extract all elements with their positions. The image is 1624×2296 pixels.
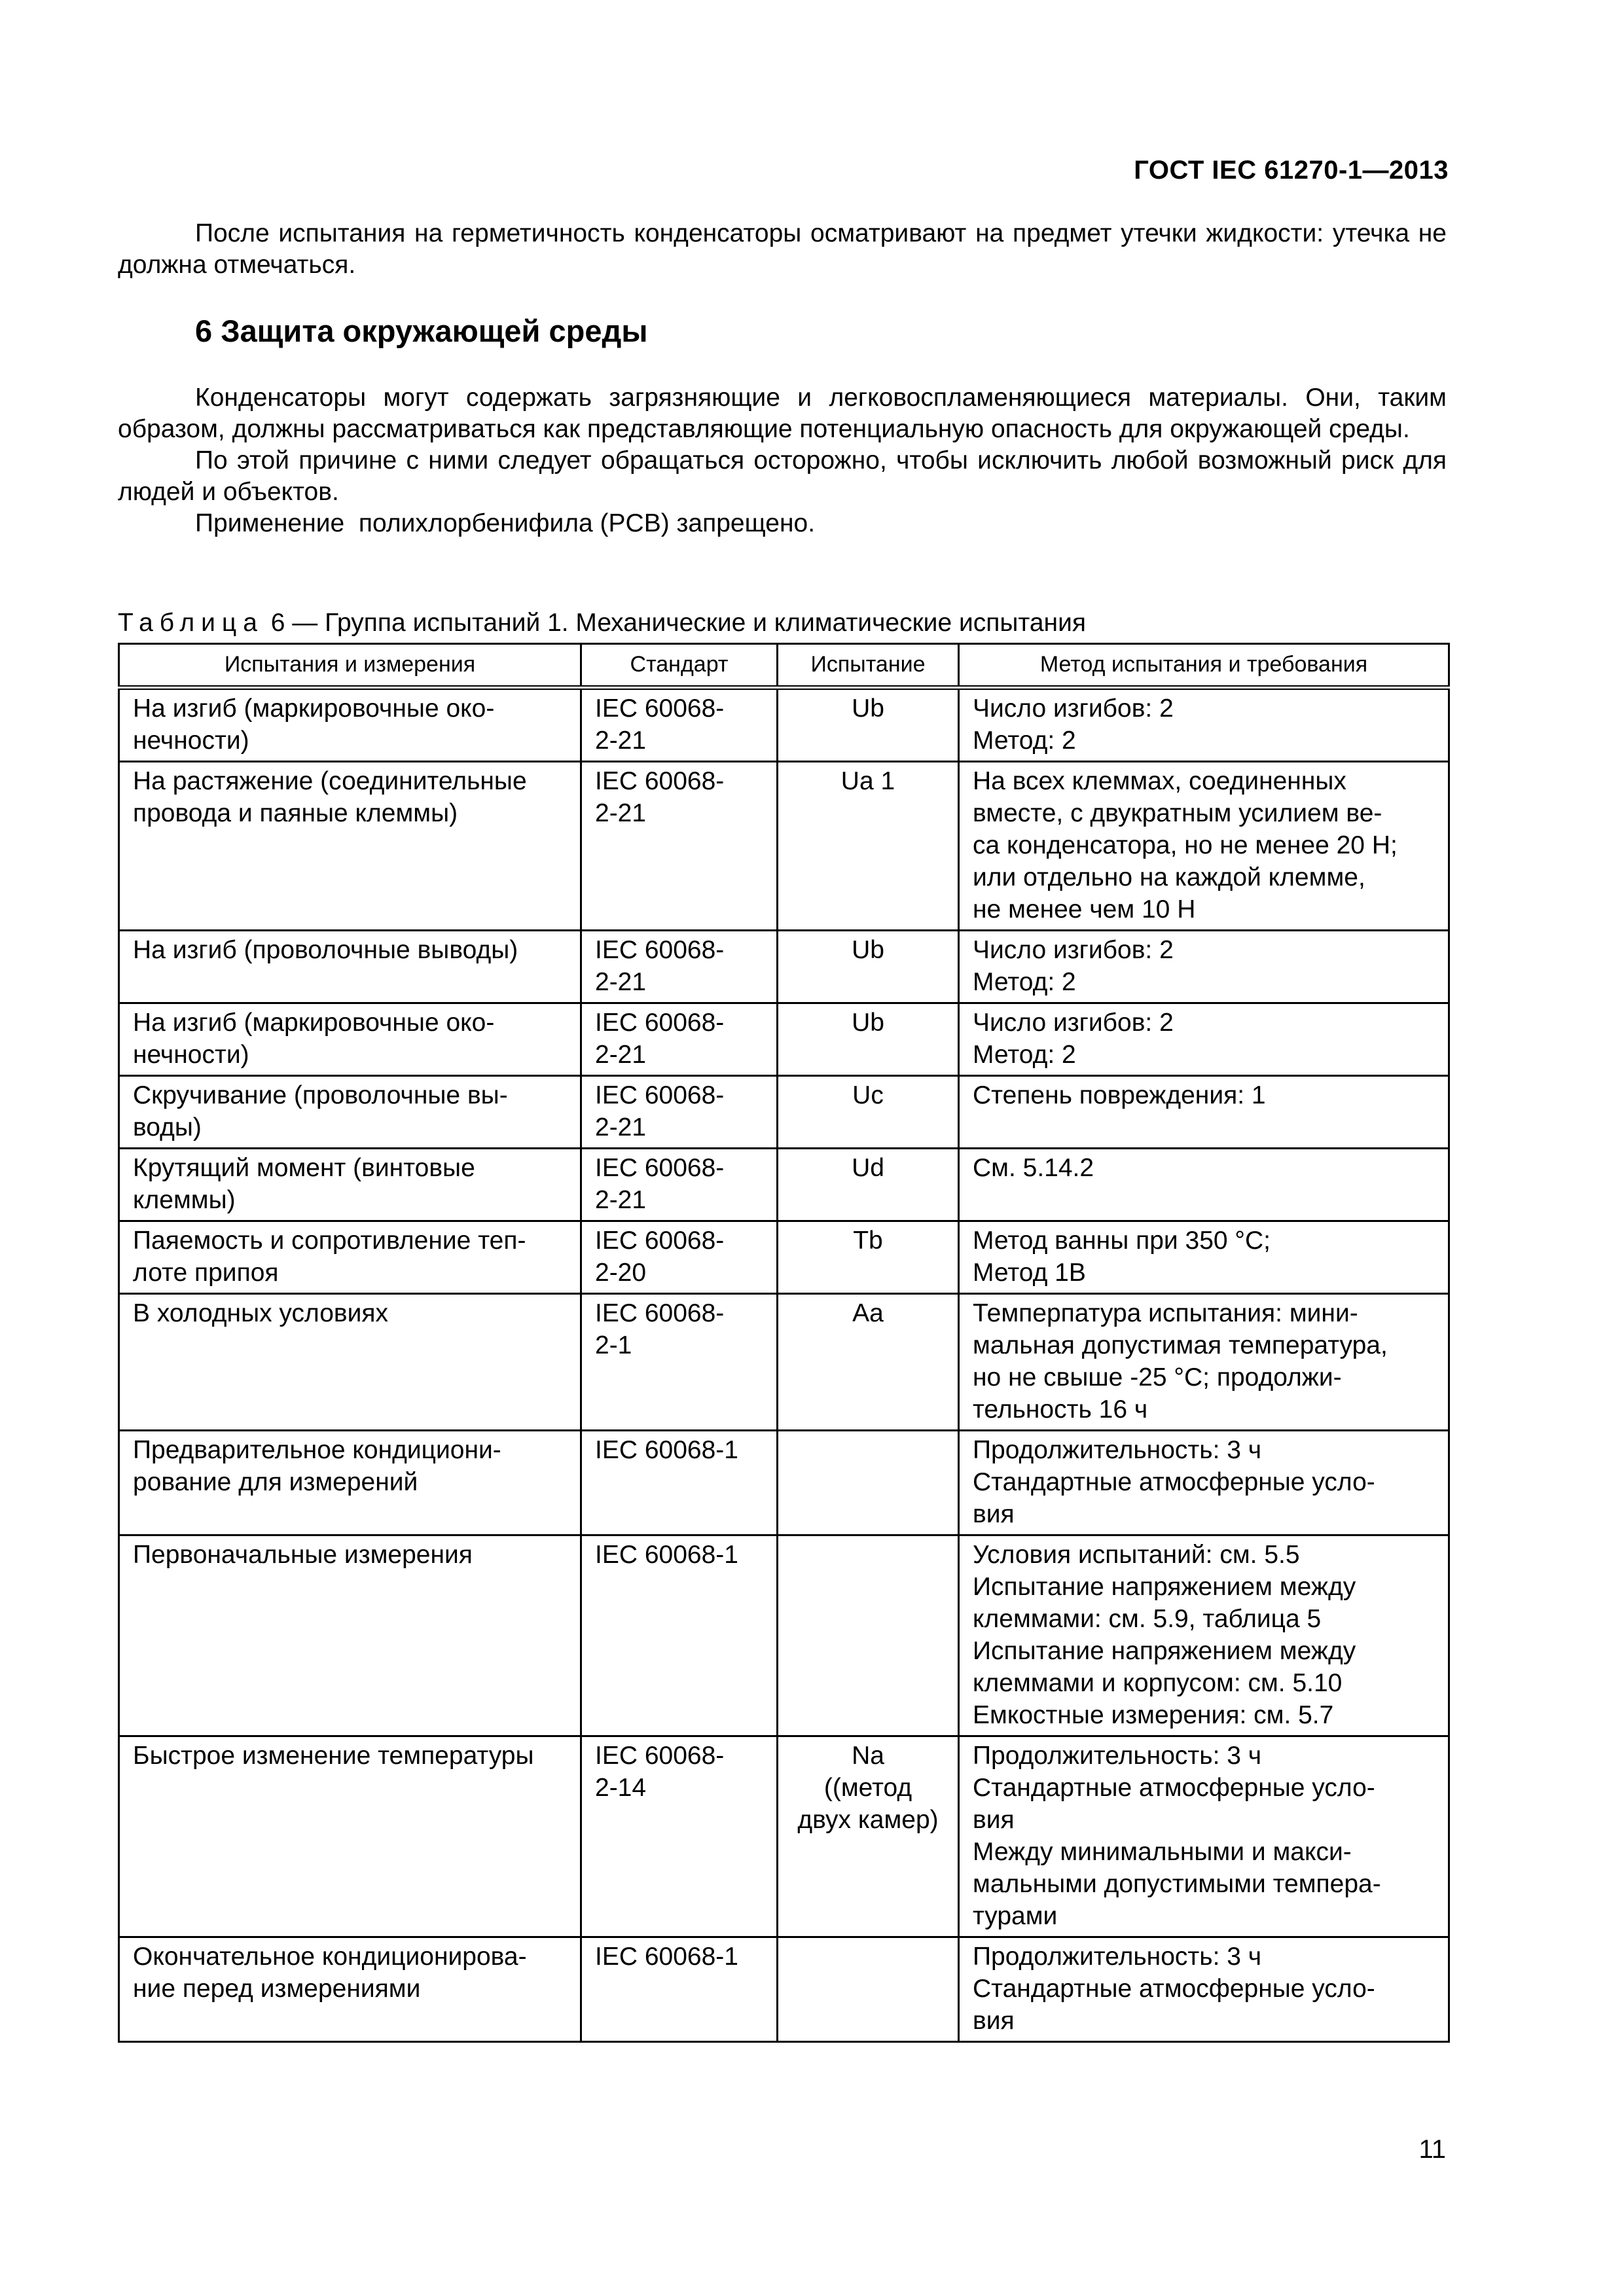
section-paragraph: Конденсаторы могут содержать загрязняющие и легковоспламеняющиеся материалы. Они, таким образом, должны рассматриваться как представляющие потенциальную опасность для окружающей среды. (118, 384, 1447, 443)
cell-line: Испытание напряжением между (973, 1637, 1356, 1665)
cell-test (119, 1149, 581, 1221)
cell-line: Aa (852, 1299, 884, 1327)
cell-method (959, 1535, 1449, 1736)
cell-line: Na (852, 1742, 884, 1770)
cell-test (119, 1736, 581, 1937)
cell-line: Продолжительность: 3 ч (973, 1742, 1262, 1770)
document-code: ГОСТ IEC 61270-1—2013 (1134, 156, 1449, 185)
cell-line: вия (973, 1806, 1015, 1834)
cell-line: тельность 16 ч (973, 1395, 1148, 1424)
cell-line: воды) (133, 1113, 202, 1141)
page-number: 11 (1418, 2135, 1446, 2164)
test-group-table (118, 643, 1450, 2043)
cell-test-code (778, 1149, 959, 1221)
cell-test (119, 931, 581, 1003)
cell-test (119, 688, 581, 762)
cell-line: Метод: 2 (973, 726, 1076, 755)
cell-line: клеммы) (133, 1186, 236, 1214)
cell-line: Метод ванны при 350 °С; (973, 1227, 1271, 1255)
cell-line: Первоначальные измерения (133, 1541, 473, 1569)
cell-line: На изгиб (маркировочные око- (133, 694, 495, 723)
cell-test (119, 1294, 581, 1431)
cell-line: Uc (852, 1081, 884, 1109)
cell-method (959, 1431, 1449, 1535)
cell-line: провода и паяные клеммы) (133, 799, 458, 827)
cell-test-code (778, 688, 959, 762)
cell-line: На растяжение (соединительные (133, 767, 527, 795)
cell-line: На всех клеммах, соединенных (973, 767, 1346, 795)
cell-line: ние перед измерениями (133, 1975, 421, 2003)
cell-line: IEC 60068- (595, 1227, 725, 1255)
cell-line: См. 5.14.2 (973, 1154, 1094, 1182)
cell-line: IEC 60068-1 (595, 1436, 738, 1464)
cell-line: Темперпатура испытания: мини- (973, 1299, 1358, 1327)
cell-line: Продолжительность: 3 ч (973, 1436, 1262, 1464)
cell-line: Метод: 2 (973, 1041, 1076, 1069)
cell-line: Число изгибов: 2 (973, 1009, 1174, 1037)
cell-standard (581, 931, 778, 1003)
cell-method (959, 931, 1449, 1003)
cell-test (119, 1937, 581, 2042)
cell-line: Стандартные атмосферные усло- (973, 1468, 1375, 1496)
cell-method (959, 688, 1449, 762)
table-caption (118, 607, 1086, 639)
section-paragraph: Применение полихлорбенифила (PCB) запрещено. (195, 509, 816, 537)
cell-method (959, 1003, 1449, 1076)
intro-paragraph: После испытания на герметичность конденсаторы осматривают на предмет утечки жидкости: утечка не должна отмечаться. (118, 219, 1447, 279)
cell-test-code (778, 1076, 959, 1149)
cell-method (959, 762, 1449, 931)
cell-line: Степень повреждения: 1 (973, 1081, 1266, 1109)
cell-line: Паяемость и сопротивление теп- (133, 1227, 526, 1255)
cell-line: IEC 60068- (595, 694, 725, 723)
cell-line: 2-1 (595, 1331, 632, 1359)
cell-test-code (778, 1003, 959, 1076)
cell-method (959, 1149, 1449, 1221)
cell-line: Скручивание (проволочные вы- (133, 1081, 508, 1109)
cell-test (119, 1431, 581, 1535)
cell-method (959, 1294, 1449, 1431)
cell-test (119, 762, 581, 931)
column-header-standard: Стандарт (581, 644, 778, 688)
cell-test (119, 1003, 581, 1076)
column-header-method: Метод испытания и требования (959, 644, 1449, 688)
cell-line: нечности) (133, 726, 249, 755)
table-row (119, 1294, 1449, 1431)
cell-line: IEC 60068- (595, 1081, 725, 1109)
cell-line: ((метод (823, 1774, 912, 1802)
cell-line: клеммами: см. 5.9, таблица 5 (973, 1605, 1322, 1633)
cell-line: Стандартные атмосферные усло- (973, 1774, 1375, 1802)
cell-method (959, 1221, 1449, 1294)
cell-line: Ua 1 (840, 767, 895, 795)
cell-standard (581, 1003, 778, 1076)
table-row (119, 1937, 1449, 2042)
cell-line: В холодных условиях (133, 1299, 388, 1327)
cell-line: са конденсатора, но не менее 20 Н; (973, 831, 1398, 859)
cell-line: Метод 1В (973, 1259, 1086, 1287)
cell-standard (581, 688, 778, 762)
cell-line: не менее чем 10 Н (973, 895, 1196, 924)
cell-test-code (778, 931, 959, 1003)
cell-line: Крутящий момент (винтовые (133, 1154, 475, 1182)
cell-line: 2-21 (595, 726, 647, 755)
cell-line: вместе, с двукратным усилием ве- (973, 799, 1382, 827)
cell-line: IEC 60068- (595, 936, 725, 964)
cell-test-code (778, 1736, 959, 1937)
cell-test-code (778, 762, 959, 931)
cell-line: Число изгибов: 2 (973, 936, 1174, 964)
cell-line: клеммами и корпусом: см. 5.10 (973, 1669, 1343, 1697)
table-row (119, 1431, 1449, 1535)
cell-standard (581, 1535, 778, 1736)
table-row (119, 1003, 1449, 1076)
table-header-row (119, 644, 1449, 688)
section-body (118, 382, 1447, 539)
intro-text (118, 218, 1447, 281)
cell-line: 2-14 (595, 1774, 647, 1802)
cell-test (119, 1076, 581, 1149)
cell-line: Стандартные атмосферные усло- (973, 1975, 1375, 2003)
cell-standard (581, 1149, 778, 1221)
cell-line: вия (973, 1500, 1015, 1528)
cell-line: IEC 60068-1 (595, 1943, 738, 1971)
cell-line: IEC 60068- (595, 1742, 725, 1770)
cell-line: Условия испытаний: см. 5.5 (973, 1541, 1300, 1569)
cell-test-code (778, 1431, 959, 1535)
cell-standard (581, 762, 778, 931)
cell-line: 2-21 (595, 1113, 647, 1141)
cell-line: мальными допустимыми темпера- (973, 1870, 1381, 1898)
table-row (119, 931, 1449, 1003)
cell-line: IEC 60068- (595, 767, 725, 795)
cell-standard (581, 1431, 778, 1535)
cell-line: Число изгибов: 2 (973, 694, 1174, 723)
cell-line: лоте припоя (133, 1259, 279, 1287)
cell-standard (581, 1736, 778, 1937)
cell-line: нечности) (133, 1041, 249, 1069)
cell-line: Tb (853, 1227, 883, 1255)
table-row (119, 1221, 1449, 1294)
cell-line: Ub (852, 1009, 884, 1037)
cell-test-code (778, 1221, 959, 1294)
cell-line: IEC 60068- (595, 1299, 725, 1327)
cell-line: Предварительное кондициони- (133, 1436, 501, 1464)
cell-line: Окончательное кондиционирова- (133, 1943, 527, 1971)
cell-line: IEC 60068- (595, 1009, 725, 1037)
cell-line: 2-20 (595, 1259, 647, 1287)
cell-line: Ub (852, 694, 884, 723)
cell-line: рование для измерений (133, 1468, 418, 1496)
table-body (119, 688, 1449, 2042)
cell-method (959, 1937, 1449, 2042)
cell-line: Метод: 2 (973, 968, 1076, 996)
cell-standard (581, 1076, 778, 1149)
cell-line: Емкостные измерения: см. 5.7 (973, 1701, 1334, 1729)
cell-line: IEC 60068- (595, 1154, 725, 1182)
cell-line: Испытание напряжением между (973, 1573, 1356, 1601)
cell-line: На изгиб (проволочные выводы) (133, 936, 518, 964)
column-header-test: Испытания и измерения (119, 644, 581, 688)
cell-line: 2-21 (595, 799, 647, 827)
section-title: 6 Защита окружающей среды (195, 314, 648, 348)
cell-line: 2-21 (595, 1041, 647, 1069)
cell-line: 2-21 (595, 1186, 647, 1214)
cell-line: Между минимальными и макси- (973, 1838, 1352, 1866)
cell-line: Ud (852, 1154, 884, 1182)
cell-standard (581, 1294, 778, 1431)
cell-test-code (778, 1937, 959, 2042)
cell-test-code (778, 1294, 959, 1431)
cell-test (119, 1221, 581, 1294)
cell-line: 2-21 (595, 968, 647, 996)
cell-line: двух камер) (797, 1806, 939, 1834)
cell-method (959, 1076, 1449, 1149)
table-caption-label: Таблица (118, 609, 264, 637)
cell-method (959, 1736, 1449, 1937)
cell-test (119, 1535, 581, 1736)
cell-standard (581, 1937, 778, 2042)
table-row (119, 1149, 1449, 1221)
cell-line: турами (973, 1902, 1058, 1930)
table-row (119, 762, 1449, 931)
cell-line: мальная допустимая температура, (973, 1331, 1388, 1359)
table-row (119, 1076, 1449, 1149)
table-row (119, 688, 1449, 762)
cell-line: но не свыше -25 °С; продолжи- (973, 1363, 1342, 1391)
cell-test-code (778, 1535, 959, 1736)
cell-line: На изгиб (маркировочные око- (133, 1009, 495, 1037)
section-paragraph: По этой причине с ними следует обращаться осторожно, чтобы исключить любой возможный риск для людей и объектов. (118, 446, 1447, 506)
cell-line: Быстрое изменение температуры (133, 1742, 534, 1770)
cell-line: Ub (852, 936, 884, 964)
table-row (119, 1535, 1449, 1736)
table-row (119, 1736, 1449, 1937)
column-header-code: Испытание (778, 644, 959, 688)
cell-standard (581, 1221, 778, 1294)
table-caption-text: 6 — Группа испытаний 1. Механические и климатические испытания (270, 609, 1086, 637)
cell-line: вия (973, 2007, 1015, 2035)
cell-line: IEC 60068-1 (595, 1541, 738, 1569)
cell-line: или отдельно на каждой клемме, (973, 863, 1365, 891)
cell-line: Продолжительность: 3 ч (973, 1943, 1262, 1971)
